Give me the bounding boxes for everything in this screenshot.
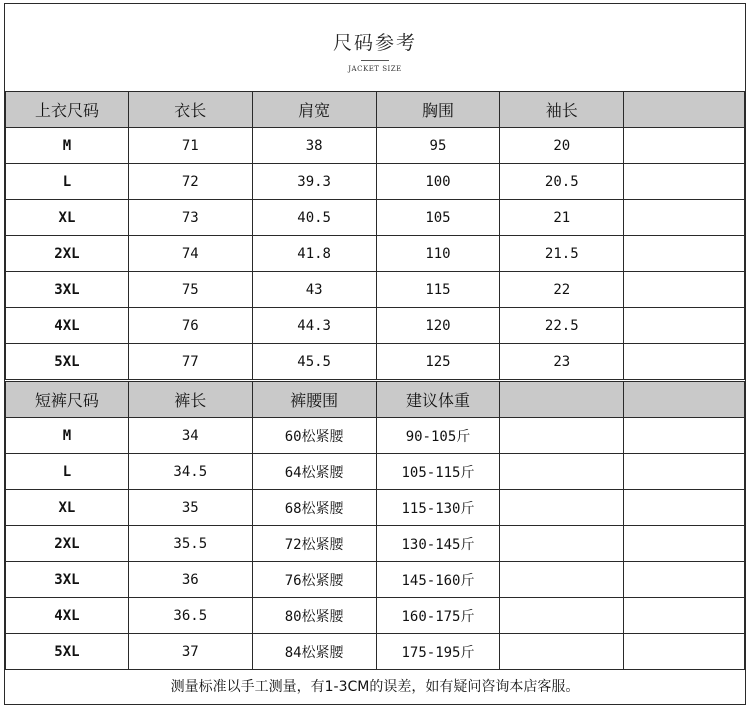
table-cell xyxy=(500,562,624,598)
size-label-cell: XL xyxy=(6,200,129,236)
column-header: 胸围 xyxy=(376,92,500,128)
table-cell xyxy=(500,526,624,562)
column-header: 短裤尺码 xyxy=(6,382,129,418)
table-cell: 72松紧腰 xyxy=(252,526,376,562)
table-cell: 115 xyxy=(376,272,500,308)
column-header xyxy=(500,382,624,418)
table-cell: 41.8 xyxy=(252,236,376,272)
table-cell xyxy=(500,490,624,526)
size-chart-header xyxy=(5,4,745,92)
table-cell xyxy=(500,454,624,490)
table-cell: 76 xyxy=(128,308,252,344)
table-row xyxy=(6,164,745,200)
table-cell xyxy=(624,418,745,454)
table-cell xyxy=(624,490,745,526)
table-cell: 100 xyxy=(376,164,500,200)
table-cell: 110 xyxy=(376,236,500,272)
table-cell: 34 xyxy=(128,418,252,454)
column-header: 上衣尺码 xyxy=(6,92,129,128)
table-cell: 68松紧腰 xyxy=(252,490,376,526)
table-cell: 36.5 xyxy=(128,598,252,634)
table-cell: 73 xyxy=(128,200,252,236)
table-row xyxy=(6,562,745,598)
table-cell xyxy=(500,418,624,454)
table-cell: 37 xyxy=(128,634,252,670)
column-header: 衣长 xyxy=(128,92,252,128)
shorts-size-table xyxy=(5,381,745,670)
page-title: 尺码参考 xyxy=(332,32,417,54)
table-row xyxy=(6,454,745,490)
table-cell xyxy=(624,526,745,562)
page-subtitle: JACKET SIZE xyxy=(348,65,402,73)
size-label-cell: 5XL xyxy=(6,634,129,670)
table-header-row xyxy=(6,382,745,418)
table-cell: 105-115斤 xyxy=(376,454,500,490)
table-cell: 125 xyxy=(376,344,500,380)
table-cell: 130-145斤 xyxy=(376,526,500,562)
table-cell: 72 xyxy=(128,164,252,200)
table-cell: 45.5 xyxy=(252,344,376,380)
table-cell xyxy=(624,128,745,164)
table-cell: 76松紧腰 xyxy=(252,562,376,598)
table-row xyxy=(6,308,745,344)
table-cell: 21.5 xyxy=(500,236,624,272)
column-header: 裤腰围 xyxy=(252,382,376,418)
table-cell: 23 xyxy=(500,344,624,380)
column-header: 袖长 xyxy=(500,92,624,128)
table-row xyxy=(6,418,745,454)
table-cell: 77 xyxy=(128,344,252,380)
table-cell: 175-195斤 xyxy=(376,634,500,670)
table-cell xyxy=(624,344,745,380)
table-cell: 35 xyxy=(128,490,252,526)
table-cell: 74 xyxy=(128,236,252,272)
table-cell xyxy=(500,598,624,634)
table-cell xyxy=(624,164,745,200)
table-cell: 36 xyxy=(128,562,252,598)
size-label-cell: XL xyxy=(6,490,129,526)
jacket-size-table xyxy=(5,91,745,380)
size-label-cell: 5XL xyxy=(6,344,129,380)
size-label-cell: 2XL xyxy=(6,236,129,272)
column-header: 建议体重 xyxy=(376,382,500,418)
table-cell: 20.5 xyxy=(500,164,624,200)
table-row xyxy=(6,344,745,380)
table-row xyxy=(6,128,745,164)
table-cell: 22.5 xyxy=(500,308,624,344)
size-label-cell: 4XL xyxy=(6,308,129,344)
table-cell: 120 xyxy=(376,308,500,344)
table-header-row xyxy=(6,92,745,128)
table-cell: 84松紧腰 xyxy=(252,634,376,670)
column-header xyxy=(624,382,745,418)
size-label-cell: M xyxy=(6,418,129,454)
size-chart xyxy=(4,3,746,705)
table-cell: 20 xyxy=(500,128,624,164)
table-cell: 95 xyxy=(376,128,500,164)
table-cell: 90-105斤 xyxy=(376,418,500,454)
size-label-cell: 3XL xyxy=(6,272,129,308)
table-cell xyxy=(500,634,624,670)
table-cell: 43 xyxy=(252,272,376,308)
table-cell: 80松紧腰 xyxy=(252,598,376,634)
size-label-cell: M xyxy=(6,128,129,164)
table-cell: 40.5 xyxy=(252,200,376,236)
table-cell: 44.3 xyxy=(252,308,376,344)
table-cell: 21 xyxy=(500,200,624,236)
table-cell: 115-130斤 xyxy=(376,490,500,526)
table-row xyxy=(6,526,745,562)
table-cell: 38 xyxy=(252,128,376,164)
table-row xyxy=(6,598,745,634)
table-cell: 35.5 xyxy=(128,526,252,562)
size-label-cell: 2XL xyxy=(6,526,129,562)
table-cell: 75 xyxy=(128,272,252,308)
column-header: 裤长 xyxy=(128,382,252,418)
table-row xyxy=(6,272,745,308)
size-label-cell: L xyxy=(6,454,129,490)
table-cell xyxy=(624,598,745,634)
table-cell xyxy=(624,308,745,344)
table-cell xyxy=(624,272,745,308)
column-header xyxy=(624,92,745,128)
table-row xyxy=(6,236,745,272)
table-cell xyxy=(624,454,745,490)
table-cell xyxy=(624,200,745,236)
table-cell xyxy=(624,562,745,598)
table-row xyxy=(6,490,745,526)
table-cell: 145-160斤 xyxy=(376,562,500,598)
table-cell: 105 xyxy=(376,200,500,236)
table-cell xyxy=(624,236,745,272)
title-divider xyxy=(361,60,389,61)
table-cell: 34.5 xyxy=(128,454,252,490)
size-label-cell: 4XL xyxy=(6,598,129,634)
table-cell xyxy=(624,634,745,670)
table-cell: 60松紧腰 xyxy=(252,418,376,454)
table-cell: 71 xyxy=(128,128,252,164)
table-cell: 160-175斤 xyxy=(376,598,500,634)
table-cell: 64松紧腰 xyxy=(252,454,376,490)
measurement-note: 测量标准以手工测量，有1-3CM的误差，如有疑问咨询本店客服。 xyxy=(170,679,580,695)
table-cell: 22 xyxy=(500,272,624,308)
size-label-cell: 3XL xyxy=(6,562,129,598)
size-label-cell: L xyxy=(6,164,129,200)
table-cell: 39.3 xyxy=(252,164,376,200)
table-row xyxy=(6,634,745,670)
table-row xyxy=(6,200,745,236)
column-header: 肩宽 xyxy=(252,92,376,128)
